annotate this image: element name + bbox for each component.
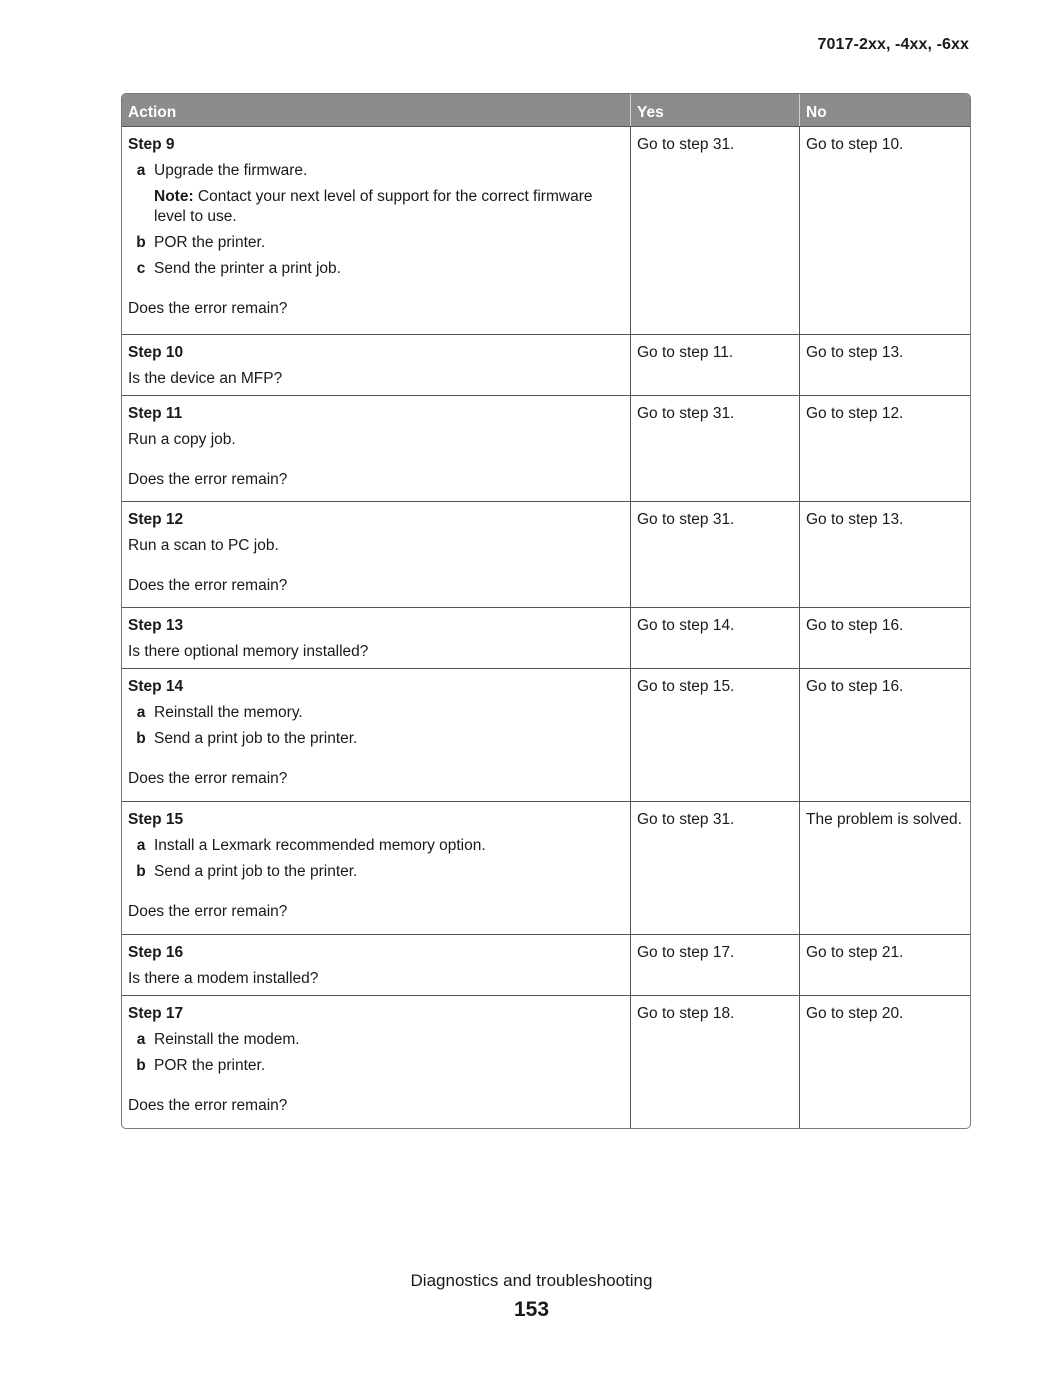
yes-cell: Go to step 18. (630, 995, 799, 1128)
step-title: Step 15 (128, 811, 184, 828)
sub-step (128, 233, 624, 253)
step-text: Is there optional memory installed? (128, 643, 369, 660)
sub-step-text: Send a print job to the printer. (154, 863, 358, 880)
sub-step-text: POR the printer. (154, 1057, 266, 1074)
no-cell: Go to step 16. (799, 668, 970, 801)
table-header-row (122, 94, 970, 126)
step-title: Step 10 (128, 344, 184, 361)
step-text: Is there a modem installed? (128, 970, 319, 987)
no-cell: Go to step 10. (799, 126, 970, 334)
step-text: Is the device an MFP? (128, 370, 283, 387)
sub-step-letter: a (136, 704, 146, 721)
table-row (122, 395, 970, 501)
sub-step (128, 1030, 624, 1050)
step-title: Step 16 (128, 944, 184, 961)
sub-step-letter: a (136, 162, 146, 179)
step-question: Does the error remain? (128, 903, 288, 920)
sub-step (128, 729, 624, 749)
yes-cell: Go to step 14. (630, 607, 799, 668)
sub-step (128, 703, 624, 723)
step-title: Step 12 (128, 511, 184, 528)
column-header-action: Action (122, 94, 630, 126)
step-text: Run a scan to PC job. (128, 537, 279, 554)
step-question: Does the error remain? (128, 300, 288, 317)
sub-step (128, 836, 624, 856)
yes-cell: Go to step 15. (630, 668, 799, 801)
yes-cell: Go to step 31. (630, 501, 799, 607)
action-cell (122, 126, 630, 334)
sub-step-text: Upgrade the firmware. (154, 162, 308, 179)
no-cell: The problem is solved. (799, 801, 970, 934)
no-cell: Go to step 12. (799, 395, 970, 501)
note-label: Note: (154, 188, 194, 205)
table-row (122, 607, 970, 668)
yes-cell: Go to step 31. (630, 395, 799, 501)
sub-step-text: Reinstall the memory. (154, 704, 303, 721)
table-row (122, 501, 970, 607)
document-model-number: 7017-2xx, -4xx, -6xx (817, 36, 969, 53)
note (154, 187, 624, 227)
yes-cell: Go to step 31. (630, 801, 799, 934)
sub-step-letter: b (136, 1057, 146, 1074)
sub-step-letter: b (136, 234, 146, 251)
footer-section-title: Diagnostics and troubleshooting (410, 1271, 653, 1290)
note-text: Contact your next level of support for the correct firmware level to use. (154, 188, 593, 225)
page-number: 153 (513, 1298, 550, 1321)
sub-step-letter: a (136, 837, 146, 854)
no-cell: Go to step 13. (799, 501, 970, 607)
action-cell (122, 334, 630, 395)
no-cell: Go to step 21. (799, 934, 970, 995)
action-cell (122, 607, 630, 668)
sub-step-letter: b (136, 730, 146, 747)
step-text: Run a copy job. (128, 431, 236, 448)
no-cell: Go to step 20. (799, 995, 970, 1128)
table-row (122, 668, 970, 801)
yes-cell: Go to step 31. (630, 126, 799, 334)
troubleshooting-table (121, 93, 971, 1129)
sub-step (128, 161, 624, 181)
step-question: Does the error remain? (128, 770, 288, 787)
column-header-yes: Yes (630, 94, 799, 126)
sub-step-text: Install a Lexmark recommended memory option. (154, 837, 486, 854)
step-title: Step 13 (128, 617, 184, 634)
step-question: Does the error remain? (128, 471, 288, 488)
sub-step-text: Send a print job to the printer. (154, 730, 358, 747)
action-cell (122, 801, 630, 934)
table-row (122, 995, 970, 1128)
sub-step-letter: a (136, 1031, 146, 1048)
action-cell (122, 501, 630, 607)
sub-step-text: POR the printer. (154, 234, 266, 251)
action-cell (122, 668, 630, 801)
step-title: Step 14 (128, 678, 184, 695)
sub-step-text: Send the printer a print job. (154, 260, 341, 277)
action-cell (122, 934, 630, 995)
yes-cell: Go to step 17. (630, 934, 799, 995)
sub-step-letter: c (136, 260, 146, 277)
step-title: Step 11 (128, 405, 183, 422)
column-header-no: No (799, 94, 970, 126)
sub-step (128, 862, 624, 882)
sub-step (128, 1056, 624, 1076)
sub-step (128, 259, 624, 279)
table-row (122, 334, 970, 395)
action-cell (122, 995, 630, 1128)
no-cell: Go to step 16. (799, 607, 970, 668)
step-title: Step 17 (128, 1005, 184, 1022)
no-cell: Go to step 13. (799, 334, 970, 395)
table-row (122, 801, 970, 934)
sub-step-letter: b (136, 863, 146, 880)
yes-cell: Go to step 11. (630, 334, 799, 395)
table-row (122, 934, 970, 995)
step-question: Does the error remain? (128, 577, 288, 594)
step-title: Step 9 (128, 136, 175, 153)
table-row (122, 126, 970, 334)
sub-step-text: Reinstall the modem. (154, 1031, 300, 1048)
step-question: Does the error remain? (128, 1097, 288, 1114)
action-cell (122, 395, 630, 501)
